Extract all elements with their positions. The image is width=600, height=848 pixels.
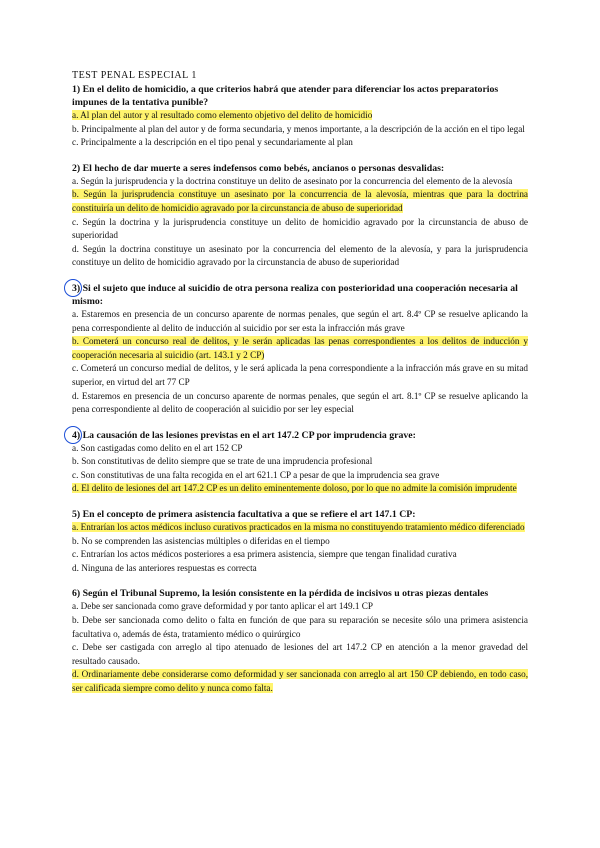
- answer-option: [72, 548, 528, 562]
- answer-option-highlighted: [72, 521, 528, 535]
- question-text: [72, 162, 528, 175]
- option-text: b. Principalmente al plan del autor y de forma secundaria, y menos importante, a la descripción de la acción en el tipo legal: [72, 123, 525, 134]
- question-text: [72, 282, 528, 308]
- answer-option: [72, 535, 528, 549]
- answer-option: [72, 216, 528, 243]
- question-text: [72, 587, 528, 600]
- answer-option: [72, 243, 528, 270]
- question-block: [72, 429, 528, 496]
- question-text: [72, 429, 528, 442]
- option-text: a. Debe ser sancionada como grave deformidad y por tanto aplicar el art 149.1 CP: [72, 601, 374, 612]
- option-text: b. Cometerá un concurso real de delitos, y le serán aplicadas las penas correspondientes a los delitos de inducción y cooperación necesaria al suicidio (art. 143.1 y 2 CP): [72, 336, 528, 360]
- question-block: [72, 587, 528, 695]
- answer-option: [72, 614, 528, 641]
- answer-option: [72, 390, 528, 417]
- option-text: b. Según la jurisprudencia constituye un asesinato por la concurrencia de la alevosía, mientras que para la doctrina constituiría un delito de homicidio agravado por la circunstancia de abuso de superioridad: [72, 189, 528, 213]
- handwritten-circle-mark: [64, 426, 82, 444]
- option-text: c. Entrarían los actos médicos posteriores a esa primera asistencia, siempre que tengan finalidad curativa: [72, 549, 457, 560]
- option-text: a. Son castigadas como delito en el art 152 CP: [72, 442, 243, 453]
- answer-option-highlighted: [72, 109, 528, 123]
- question-label: 4) La causación de las lesiones previstas en el art 147.2 CP por imprudencia grave:: [72, 429, 416, 441]
- option-text: c. Son constitutivas de una falta recogida en el art 621.1 CP a pesar de que la imprudencia sea grave: [72, 469, 440, 480]
- answer-option: [72, 469, 528, 483]
- option-text: c. Principalmente a la descripción en el tipo penal y secundariamente al plan: [72, 137, 353, 148]
- option-text: b. Debe ser sancionada como delito o falta en función de que para su reparación se necesite sólo una primera asistencia facultativa o, además de ésta, tratamiento médico o quirúrgico: [72, 615, 528, 639]
- answer-option: [72, 308, 528, 335]
- answer-option-highlighted: [72, 188, 528, 215]
- option-text: a. Según la jurisprudencia y la doctrina constituye un delito de asesinato por la concurrencia del elemento de la alevosía: [72, 175, 513, 186]
- answer-option: [72, 123, 528, 137]
- answer-option: [72, 455, 528, 469]
- option-text: d. Según la doctrina constituye un asesinato por la concurrencia del elemento de la alevosía, y para la jurisprudencia constituye un delito de homicidio agravado por la circunstancia de abuso de superioridad: [72, 243, 528, 268]
- question-block: [72, 282, 528, 417]
- option-text: c. Debe ser castigada con arreglo al tipo atenuado de lesiones del art 147.2 CP en atención a la menor gravedad del resultado causado.: [72, 642, 528, 666]
- option-text: b. Son constitutivas de delito siempre que se trate de una imprudencia profesional: [72, 456, 373, 467]
- option-text: a. Al plan del autor y al resultado como elemento objetivo del delito de homicidio: [72, 110, 373, 120]
- option-text: c. Según la doctrina y la jurisprudencia constituye un delito de homicidio agravado por la circunstancia de abuso de superioridad: [72, 216, 528, 241]
- handwritten-circle-mark: [64, 279, 82, 297]
- question-text: [72, 83, 528, 109]
- question-label: 1) En el delito de homicidio, a que criterios habrá que atender para diferenciar los actos preparatorios impunes de la tentativa punible?: [72, 84, 499, 108]
- answer-option: [72, 562, 528, 576]
- answer-option: [72, 136, 528, 150]
- answer-option-highlighted: [72, 482, 528, 496]
- option-text: b. No se comprenden las asistencias múltiples o diferidas en el tiempo: [72, 535, 330, 546]
- option-text: a. Estaremos en presencia de un concurso aparente de normas penales, que según el art. 8.4º CP se resuelve aplicando la pena correspondiente al delito de inducción al suicidio por ser esta la infracción más grave: [72, 308, 528, 333]
- answer-option: [72, 600, 528, 614]
- question-label: 3) Si el sujeto que induce al suicidio de otra persona realiza con posterioridad una cooperación necesaria al mismo:: [72, 282, 518, 307]
- question-block: [72, 508, 528, 575]
- option-text: d. Ordinariamente debe considerarse como deformidad y ser sancionada con arreglo al art 150 CP debiendo, en todo caso, ser calificada siempre como delito y nunca como falta.: [72, 669, 528, 693]
- answer-option-highlighted: [72, 335, 528, 362]
- option-text: d. Estaremos en presencia de un concurso aparente de normas penales, que según el art. 8.1º CP se resuelve aplicando la pena correspondiente al delito de cooperación al suicidio por ser ley especial: [72, 390, 528, 415]
- answer-option: [72, 362, 528, 389]
- document-title: TEST PENAL ESPECIAL 1: [72, 70, 197, 81]
- question-block: [72, 162, 528, 270]
- answer-option: [72, 175, 528, 189]
- question-label: 6) Según el Tribunal Supremo, la lesión consistente en la pérdida de incisivos u otras piezas dentales: [72, 588, 489, 600]
- option-text: c. Cometerá un concurso medial de delitos, y le será aplicada la pena correspondiente a la infracción más grave en su mitad superior, en virtud del art 77 CP: [72, 363, 528, 387]
- answer-option: [72, 641, 528, 668]
- question-label: 2) El hecho de dar muerte a seres indefensos como bebés, ancianos o personas desvalidas:: [72, 162, 445, 174]
- question-label: 5) En el concepto de primera asistencia facultativa a que se refiere el art 147.1 CP:: [72, 509, 416, 521]
- question-text: [72, 508, 528, 521]
- option-text: a. Entrarían los actos médicos incluso curativos practicados en la misma no constituyendo tratamiento médico diferenciado: [72, 522, 525, 533]
- question-block: [72, 83, 528, 150]
- answer-option: [72, 442, 528, 456]
- option-text: d. Ninguna de las anteriores respuestas es correcta: [72, 562, 257, 573]
- answer-option-highlighted: [72, 668, 528, 695]
- question-list: [72, 83, 528, 696]
- option-text: d. El delito de lesiones del art 147.2 CP es un delito eminentemente doloso, por lo que no admite la comisión imprudente: [72, 483, 517, 494]
